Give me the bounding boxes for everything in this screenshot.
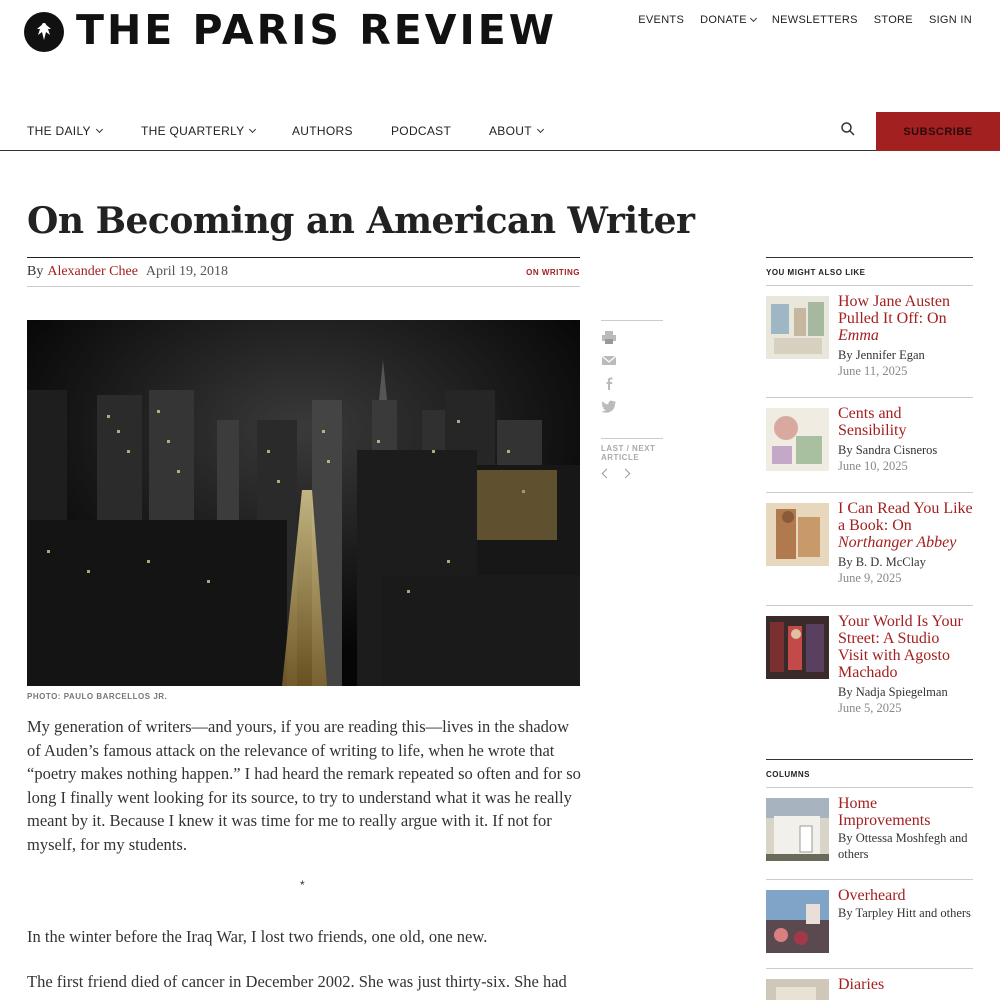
columns-section xyxy=(766,759,973,1000)
related-article-card[interactable] xyxy=(766,493,973,606)
related-article-title[interactable]: Your World Is Your Street: A Studio Visit with Agosto Machado xyxy=(838,613,963,681)
related-article-date: June 11, 2025 xyxy=(838,364,908,378)
nav-podcast-label: PODCAST xyxy=(391,124,452,138)
article-paragraph: In the winter before the Iraq War, I lost two friends, one old, one new. xyxy=(27,927,488,946)
nav-the-quarterly[interactable] xyxy=(141,124,255,138)
share-tools xyxy=(601,320,663,413)
related-article-thumbnail[interactable] xyxy=(766,296,829,359)
related-article-card[interactable] xyxy=(766,606,973,731)
related-article-thumbnail[interactable] xyxy=(766,503,829,566)
related-article-info xyxy=(838,405,973,474)
related-article-thumbnail[interactable] xyxy=(766,408,829,471)
article-title: On Becoming an American Writer xyxy=(27,200,695,242)
nav-the-daily-label: THE DAILY xyxy=(27,124,91,138)
print-icon[interactable] xyxy=(601,331,617,344)
nav-about[interactable] xyxy=(489,124,543,138)
section-separator: * xyxy=(300,878,305,892)
column-author: By Tarpley Hitt and others xyxy=(838,906,971,920)
article-navigation xyxy=(601,438,663,477)
related-article-card[interactable] xyxy=(766,286,973,398)
subscribe-button[interactable]: SUBSCRIBE xyxy=(876,112,1000,151)
chevron-right-icon[interactable] xyxy=(621,469,631,479)
nav-authors[interactable] xyxy=(292,124,353,138)
related-article-date: June 5, 2025 xyxy=(838,701,902,715)
site-logo[interactable]: THE PARIS REVIEW xyxy=(76,6,558,54)
author-link[interactable]: Alexander Chee xyxy=(47,264,138,279)
column-author: By Ottessa Moshfegh and others xyxy=(838,831,968,861)
related-article-title[interactable]: How Jane Austen Pulled It Off: On xyxy=(838,293,950,327)
related-article-info xyxy=(838,293,973,379)
column-info xyxy=(838,795,973,862)
email-icon[interactable] xyxy=(601,354,617,367)
nav-the-quarterly-label: THE QUARTERLY xyxy=(141,124,245,138)
related-article-author: By Sandra Cisneros xyxy=(838,443,938,457)
related-article-author: By B. D. McClay xyxy=(838,555,926,569)
utility-newsletters[interactable]: NEWSLETTERS xyxy=(771,14,858,26)
related-article-thumbnail[interactable] xyxy=(766,616,829,679)
byline-prefix: By xyxy=(27,264,44,279)
nav-podcast[interactable] xyxy=(391,124,451,138)
chevron-down-icon xyxy=(750,15,757,22)
related-article-title[interactable]: Cents and Sensibility xyxy=(838,405,907,439)
article-paragraph: The first friend died of cancer in December 2002. She was just thirty-six. She had xyxy=(27,972,567,991)
column-title[interactable]: Overheard xyxy=(838,887,906,904)
photo-caption: PHOTO: PAULO BARCELLOS JR. xyxy=(27,692,168,701)
category-link[interactable]: ON WRITING xyxy=(526,267,580,277)
related-article-title[interactable]: I Can Read You Like a Book: On xyxy=(838,500,973,534)
column-info xyxy=(838,887,973,921)
related-article-title-em[interactable]: Emma xyxy=(838,327,879,344)
related-article-author: By Nadja Spiegelman xyxy=(838,685,948,699)
column-card[interactable] xyxy=(766,969,973,1000)
column-card[interactable] xyxy=(766,880,973,969)
nav-the-daily[interactable] xyxy=(27,124,102,138)
nav-authors-label: AUTHORS xyxy=(292,124,353,138)
facebook-icon[interactable] xyxy=(601,377,617,390)
last-next-label: LAST / NEXT ARTICLE xyxy=(601,444,656,462)
utility-events[interactable]: EVENTS xyxy=(638,14,685,26)
column-info xyxy=(838,976,973,993)
utility-sign-in[interactable]: SIGN IN xyxy=(928,14,972,26)
chevron-down-icon xyxy=(249,126,256,133)
chevron-left-icon[interactable] xyxy=(602,469,612,479)
you-might-also-like-heading: YOU MIGHT ALSO LIKE xyxy=(766,257,973,286)
hero-photo xyxy=(27,320,580,686)
utility-nav xyxy=(638,14,972,26)
related-article-title-em[interactable]: Northanger Abbey xyxy=(838,534,957,551)
utility-store[interactable]: STORE xyxy=(873,14,913,26)
chevron-down-icon xyxy=(96,126,103,133)
column-thumbnail[interactable] xyxy=(766,798,829,861)
columns-heading: COLUMNS xyxy=(766,759,973,788)
related-article-card[interactable] xyxy=(766,398,973,493)
related-article-info xyxy=(838,500,973,586)
column-thumbnail[interactable] xyxy=(766,979,829,1000)
article-paragraph: My generation of writers—and yours, if you are reading this—lives in the shadow of Auden’s famous attack on the relevance of writing to life, when he wrote that “poetry makes nothing happen.” I had heard the remark repeated so often and for so long I finally went looking for its source, to try to understand what it was he really meant by it. Because I knew it was time for me to really argue with it. If not for myself, for my students. xyxy=(27,717,581,854)
twitter-icon[interactable] xyxy=(601,400,617,413)
column-card[interactable] xyxy=(766,788,973,880)
column-title[interactable]: Diaries xyxy=(838,976,885,993)
related-article-info xyxy=(838,613,973,716)
column-thumbnail[interactable] xyxy=(766,890,829,953)
column-title[interactable]: Home Improvements xyxy=(838,795,931,829)
search-icon[interactable] xyxy=(840,121,856,137)
related-article-author: By Jennifer Egan xyxy=(838,348,925,362)
article-date: April 19, 2018 xyxy=(145,264,228,279)
logo-icon[interactable] xyxy=(24,12,64,52)
utility-donate-label: DONATE xyxy=(700,14,747,26)
nav-about-label: ABOUT xyxy=(489,124,532,138)
utility-donate[interactable] xyxy=(700,14,756,26)
byline xyxy=(27,257,580,287)
related-article-date: June 9, 2025 xyxy=(838,571,902,585)
you-might-also-like xyxy=(766,257,973,731)
related-article-date: June 10, 2025 xyxy=(838,459,908,473)
chevron-down-icon xyxy=(537,126,544,133)
